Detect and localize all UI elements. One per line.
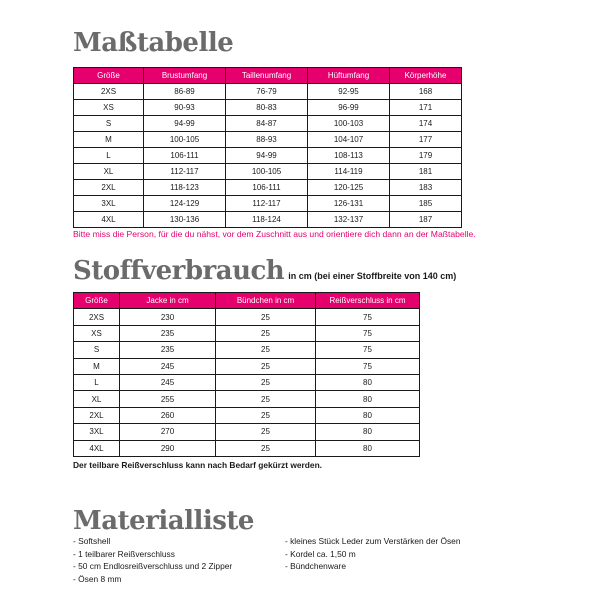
zipper-note: Der teilbare Reißverschluss kann nach Bedarf gekürzt werden. <box>73 460 323 470</box>
table-cell: 4XL <box>74 440 120 456</box>
stoffverbrauch-heading: Stoffverbrauch <box>73 256 285 286</box>
fabric-usage-row <box>74 374 420 390</box>
size-chart-header-row <box>74 68 462 84</box>
materialliste-title: Materialliste <box>73 506 254 536</box>
table-cell: 2XS <box>74 84 144 100</box>
stoffverbrauch-subtitle: in cm (bei einer Stoffbreite von 140 cm) <box>288 271 457 281</box>
table-cell: 92-95 <box>308 84 390 100</box>
material-list-left <box>73 535 232 585</box>
table-cell: L <box>74 374 120 390</box>
table-cell: M <box>74 132 144 148</box>
header-chest: Brustumfang <box>144 68 226 84</box>
table-cell: 118-124 <box>226 212 308 228</box>
table-cell: 245 <box>120 358 216 374</box>
table-cell: 235 <box>120 342 216 358</box>
table-cell: 171 <box>390 100 462 116</box>
table-cell: 25 <box>216 407 316 423</box>
table-cell: 179 <box>390 148 462 164</box>
table-cell: 270 <box>120 424 216 440</box>
table-cell: 94-99 <box>226 148 308 164</box>
size-chart-row <box>74 132 462 148</box>
table-cell: 86-89 <box>144 84 226 100</box>
fabric-usage-row <box>74 309 420 325</box>
table-cell: 290 <box>120 440 216 456</box>
table-cell: 75 <box>316 325 420 341</box>
material-item: - Bündchenware <box>285 561 346 571</box>
table-cell: 25 <box>216 424 316 440</box>
table-cell: 168 <box>390 84 462 100</box>
masstabelle-title: Maßtabelle <box>73 28 234 58</box>
table-cell: 183 <box>390 180 462 196</box>
table-cell: 112-117 <box>144 164 226 180</box>
table-cell: 3XL <box>74 424 120 440</box>
material-item: - 50 cm Endlosreißverschluss und 2 Zipper <box>73 561 233 571</box>
size-chart-row <box>74 116 462 132</box>
measure-note: Bitte miss die Person, für die du nähst, vor dem Zuschnitt aus und orientiere dich dann an der Maßtabelle. <box>73 229 476 239</box>
size-chart-row <box>74 180 462 196</box>
table-cell: 114-119 <box>308 164 390 180</box>
table-cell: 118-123 <box>144 180 226 196</box>
table-cell: 255 <box>120 391 216 407</box>
material-item: - Softshell <box>73 536 111 546</box>
table-cell: 25 <box>216 342 316 358</box>
table-cell: 112-117 <box>226 196 308 212</box>
table-cell: 80 <box>316 424 420 440</box>
size-chart-row <box>74 196 462 212</box>
table-cell: 106-111 <box>144 148 226 164</box>
table-cell: 177 <box>390 132 462 148</box>
table-cell: 245 <box>120 374 216 390</box>
table-cell: 230 <box>120 309 216 325</box>
header-cuffs: Bündchen in cm <box>216 293 316 309</box>
table-cell: 75 <box>316 309 420 325</box>
table-cell: 3XL <box>74 196 144 212</box>
table-cell: 132-137 <box>308 212 390 228</box>
table-cell: 25 <box>216 309 316 325</box>
stoffverbrauch-title <box>73 256 456 286</box>
table-cell: 187 <box>390 212 462 228</box>
table-cell: 80 <box>316 407 420 423</box>
table-cell: 80 <box>316 374 420 390</box>
table-cell: XL <box>74 164 144 180</box>
size-chart-row <box>74 164 462 180</box>
header-jacket: Jacke in cm <box>120 293 216 309</box>
table-cell: 25 <box>216 358 316 374</box>
fabric-usage-table <box>73 292 420 457</box>
table-cell: 75 <box>316 342 420 358</box>
size-chart-row <box>74 148 462 164</box>
fabric-header-row <box>74 293 420 309</box>
table-cell: 80 <box>316 391 420 407</box>
header-size: Größe <box>74 68 144 84</box>
material-item: - Kordel ca. 1,50 m <box>285 548 356 559</box>
table-cell: 126-131 <box>308 196 390 212</box>
table-cell: 96-99 <box>308 100 390 116</box>
header-size: Größe <box>74 293 120 309</box>
material-item: - 1 teilbarer Reißverschluss <box>73 548 175 559</box>
fabric-usage-row <box>74 325 420 341</box>
fabric-usage-row <box>74 440 420 456</box>
table-cell: 94-99 <box>144 116 226 132</box>
table-cell: 76-79 <box>226 84 308 100</box>
table-cell: XS <box>74 100 144 116</box>
table-cell: 80-83 <box>226 100 308 116</box>
table-cell: 235 <box>120 325 216 341</box>
table-cell: 104-107 <box>308 132 390 148</box>
table-cell: S <box>74 342 120 358</box>
table-cell: 80 <box>316 440 420 456</box>
table-cell: 174 <box>390 116 462 132</box>
table-cell: 100-105 <box>226 164 308 180</box>
table-cell: 2XS <box>74 309 120 325</box>
table-cell: 25 <box>216 391 316 407</box>
header-waist: Taillenumfang <box>226 68 308 84</box>
header-height: Körperhöhe <box>390 68 462 84</box>
size-chart-row <box>74 212 462 228</box>
table-cell: 75 <box>316 358 420 374</box>
table-cell: 84-87 <box>226 116 308 132</box>
table-cell: 2XL <box>74 407 120 423</box>
table-cell: 25 <box>216 374 316 390</box>
material-item: - Ösen 8 mm <box>73 573 122 584</box>
table-cell: 260 <box>120 407 216 423</box>
table-cell: 108-113 <box>308 148 390 164</box>
header-zipper: Reißverschluss in cm <box>316 293 420 309</box>
table-cell: 2XL <box>74 180 144 196</box>
table-cell: 120-125 <box>308 180 390 196</box>
fabric-usage-row <box>74 391 420 407</box>
size-chart-table <box>73 67 462 228</box>
table-cell: 25 <box>216 325 316 341</box>
table-cell: S <box>74 116 144 132</box>
table-cell: 124-129 <box>144 196 226 212</box>
table-cell: 100-105 <box>144 132 226 148</box>
fabric-usage-row <box>74 342 420 358</box>
material-list-right <box>285 535 461 573</box>
fabric-usage-row <box>74 358 420 374</box>
table-cell: 106-111 <box>226 180 308 196</box>
header-hip: Hüftumfang <box>308 68 390 84</box>
table-cell: L <box>74 148 144 164</box>
size-chart-row <box>74 84 462 100</box>
table-cell: M <box>74 358 120 374</box>
table-cell: 185 <box>390 196 462 212</box>
fabric-usage-row <box>74 407 420 423</box>
size-chart-row <box>74 100 462 116</box>
fabric-usage-row <box>74 424 420 440</box>
table-cell: 181 <box>390 164 462 180</box>
table-cell: 90-93 <box>144 100 226 116</box>
table-cell: 25 <box>216 440 316 456</box>
table-cell: XL <box>74 391 120 407</box>
table-cell: 4XL <box>74 212 144 228</box>
table-cell: 88-93 <box>226 132 308 148</box>
table-cell: 130-136 <box>144 212 226 228</box>
table-cell: XS <box>74 325 120 341</box>
material-item: - kleines Stück Leder zum Verstärken der Ösen <box>285 536 461 546</box>
table-cell: 100-103 <box>308 116 390 132</box>
